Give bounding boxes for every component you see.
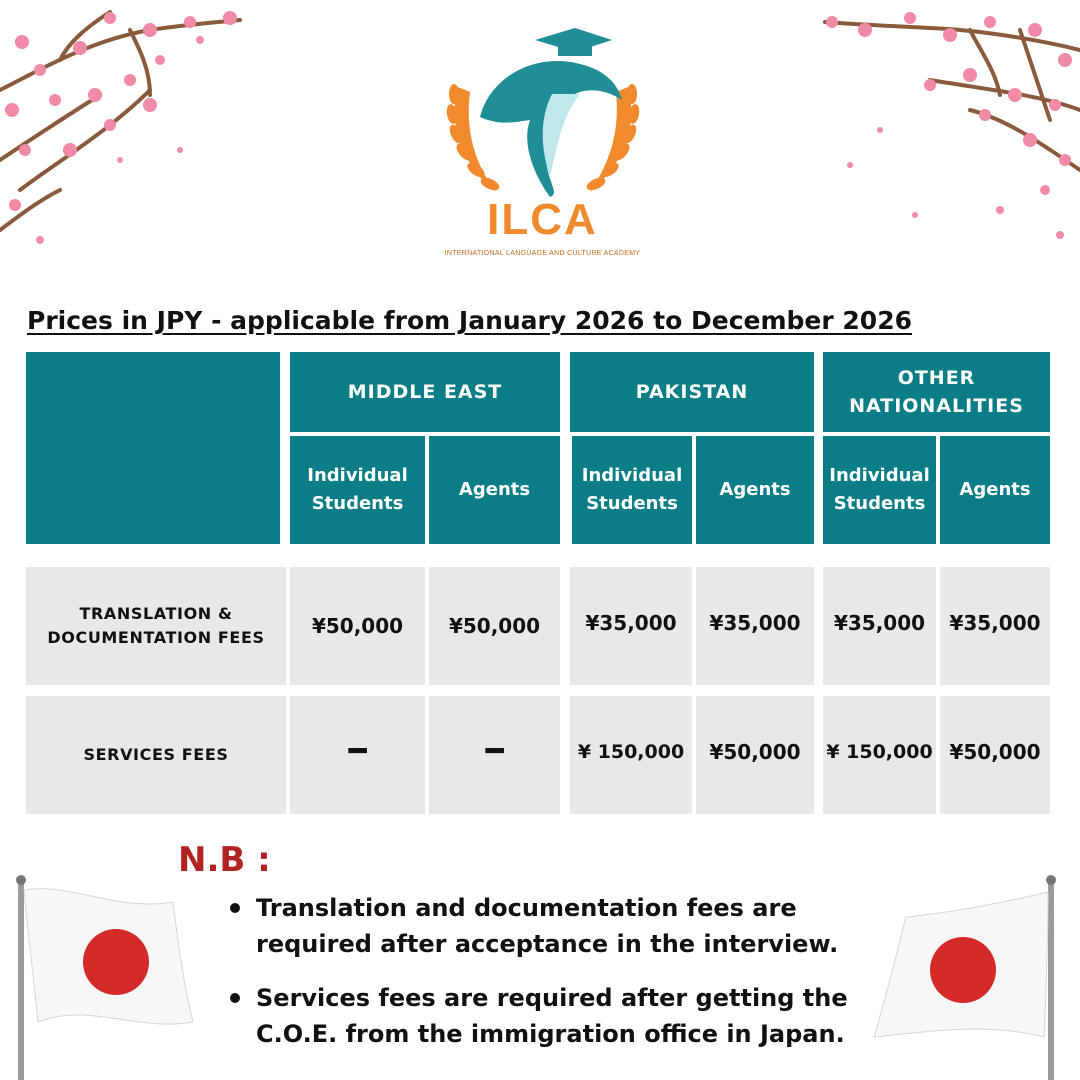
ilca-logo-icon <box>440 22 645 217</box>
table-cell: ¥50,000 <box>696 696 814 814</box>
row-label-services-fees: SERVICES FEES <box>26 696 286 814</box>
notes-list <box>228 890 868 1070</box>
sub-header-individual-students: Individual Students <box>823 436 936 544</box>
sub-header-agents: Agents <box>429 436 560 544</box>
bullet-icon <box>230 903 240 913</box>
sub-header-individual-students: Individual Students <box>572 436 692 544</box>
cherry-blossom-left-decoration <box>0 0 260 260</box>
table-cell: ¥ 150,000 <box>570 696 692 814</box>
table-cell: ¥35,000 <box>940 567 1050 685</box>
page-title: Prices in JPY - applicable from January 2026 to December 2026 <box>27 306 912 335</box>
sub-header-individual-students: Individual Students <box>290 436 425 544</box>
japan-flag-right-icon <box>866 872 1066 1080</box>
note-item <box>228 890 868 962</box>
sub-header-agents: Agents <box>696 436 814 544</box>
table-cell: ¥ 150,000 <box>823 696 936 814</box>
japan-flag-left-icon <box>8 872 208 1080</box>
sub-header-agents: Agents <box>940 436 1050 544</box>
row-label-translation-fees: TRANSLATION & DOCUMENTATION FEES <box>26 567 286 685</box>
note-text: Translation and documentation fees are required after acceptance in the interview. <box>256 894 839 958</box>
table-cell-empty: ━ <box>290 696 425 814</box>
table-cell: ¥35,000 <box>570 567 692 685</box>
note-item <box>228 980 868 1052</box>
cherry-blossom-right-decoration <box>820 0 1080 270</box>
table-cell: ¥35,000 <box>696 567 814 685</box>
note-text: Services fees are required after getting the C.O.E. from the immigration office in Japan. <box>256 984 848 1048</box>
notes-heading: N.B : <box>178 840 271 880</box>
group-header-pakistan: PAKISTAN <box>570 352 814 432</box>
brand-name: ILCA <box>487 195 598 244</box>
table-cell: ¥50,000 <box>429 567 560 685</box>
table-cell-empty: ━ <box>429 696 560 814</box>
table-cell: ¥35,000 <box>823 567 936 685</box>
group-header-middle-east: MIDDLE EAST <box>290 352 560 432</box>
bullet-icon <box>230 993 240 1003</box>
table-cell: ¥50,000 <box>940 696 1050 814</box>
group-header-other-nationalities: OTHER NATIONALITIES <box>823 352 1050 432</box>
table-cell: ¥50,000 <box>290 567 425 685</box>
brand-full-name: INTERNATIONAL LANGUAGE AND CULTURE ACADEMY <box>444 250 641 257</box>
table-corner-header <box>26 352 280 544</box>
